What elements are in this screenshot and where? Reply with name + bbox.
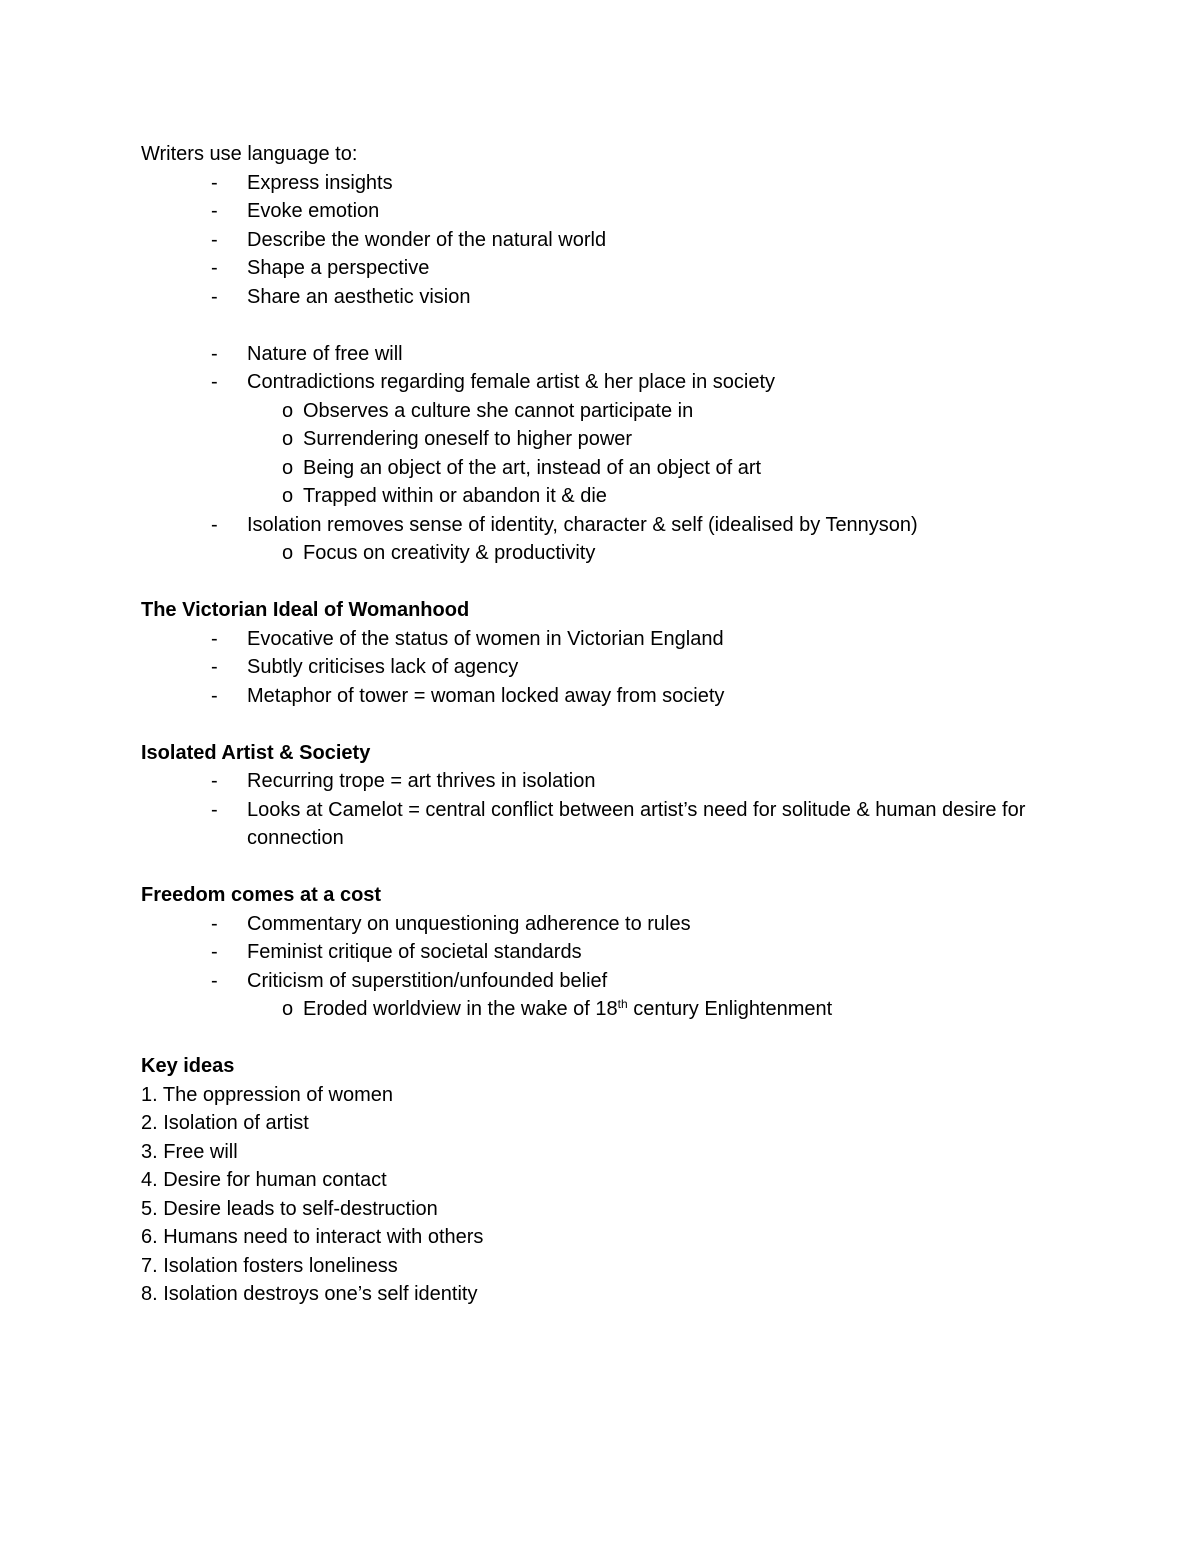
key-idea-item: 5. Desire leads to self-destruction bbox=[141, 1197, 438, 1220]
key-idea-item: 6. Humans need to interact with others bbox=[141, 1226, 484, 1248]
victorian-item: - Evocative of the status of women in Victorian England bbox=[211, 627, 724, 650]
theme-sub-item: o Surrendering oneself to higher power bbox=[282, 428, 633, 450]
freedom-item: - Criticism of superstition/unfounded belief bbox=[211, 969, 608, 992]
spacer bbox=[141, 853, 1081, 882]
theme-sub-item: o Trapped within or abandon it & die bbox=[282, 485, 607, 507]
spacer bbox=[141, 710, 1081, 739]
theme-item: - Nature of free will bbox=[211, 342, 403, 365]
intro-item: - Express insights bbox=[211, 171, 393, 194]
victorian-item: - Metaphor of tower = woman locked away from society bbox=[211, 684, 725, 707]
theme-item: - Isolation removes sense of identity, character & self (idealised by Tennyson) bbox=[211, 513, 918, 536]
intro-item: - Shape a perspective bbox=[211, 257, 430, 279]
spacer bbox=[141, 568, 1081, 597]
spacer bbox=[141, 1024, 1081, 1053]
intro-item: - Evoke emotion bbox=[211, 200, 380, 222]
section-heading-artist: Isolated Artist & Society bbox=[141, 741, 371, 764]
artist-item: - Recurring trope = art thrives in isolation bbox=[211, 770, 596, 792]
section-heading-freedom: Freedom comes at a cost bbox=[141, 884, 382, 906]
key-idea-item: 7. Isolation fosters loneliness bbox=[141, 1254, 398, 1277]
freedom-item: - Commentary on unquestioning adherence to rules bbox=[211, 912, 691, 935]
key-idea-item: 3. Free will bbox=[141, 1140, 238, 1163]
freedom-sub-item: o Eroded worldview in the wake of 18th century Enlightenment bbox=[282, 997, 833, 1020]
theme-sub-item: o Focus on creativity & productivity bbox=[282, 542, 596, 564]
document-body bbox=[141, 140, 1081, 1309]
theme-item: - Contradictions regarding female artist & her place in society bbox=[211, 371, 776, 393]
key-idea-item: 2. Isolation of artist bbox=[141, 1112, 309, 1134]
victorian-item: - Subtly criticises lack of agency bbox=[211, 656, 519, 678]
key-idea-item: 8. Isolation destroys one’s self identity bbox=[141, 1283, 478, 1305]
key-idea-item: 4. Desire for human contact bbox=[141, 1169, 387, 1191]
theme-sub-item: o Being an object of the art, instead of an object of art bbox=[282, 456, 762, 479]
section-heading-victorian: The Victorian Ideal of Womanhood bbox=[141, 599, 470, 621]
intro-item: - Share an aesthetic vision bbox=[211, 285, 471, 308]
freedom-item: - Feminist critique of societal standards bbox=[211, 941, 582, 963]
spacer bbox=[141, 311, 1081, 340]
intro-item: - Describe the wonder of the natural world bbox=[211, 228, 607, 251]
theme-sub-item: o Observes a culture she cannot participate in bbox=[282, 399, 694, 422]
intro-line: Writers use language to: bbox=[141, 143, 358, 165]
key-idea-item: 1. The oppression of women bbox=[141, 1083, 394, 1106]
superscript-th: th bbox=[617, 997, 628, 1011]
artist-item: - Looks at Camelot = central conflict between artist’s need for solitude & human desire for connection bbox=[211, 798, 1026, 849]
section-heading-key-ideas: Key ideas bbox=[141, 1055, 235, 1077]
